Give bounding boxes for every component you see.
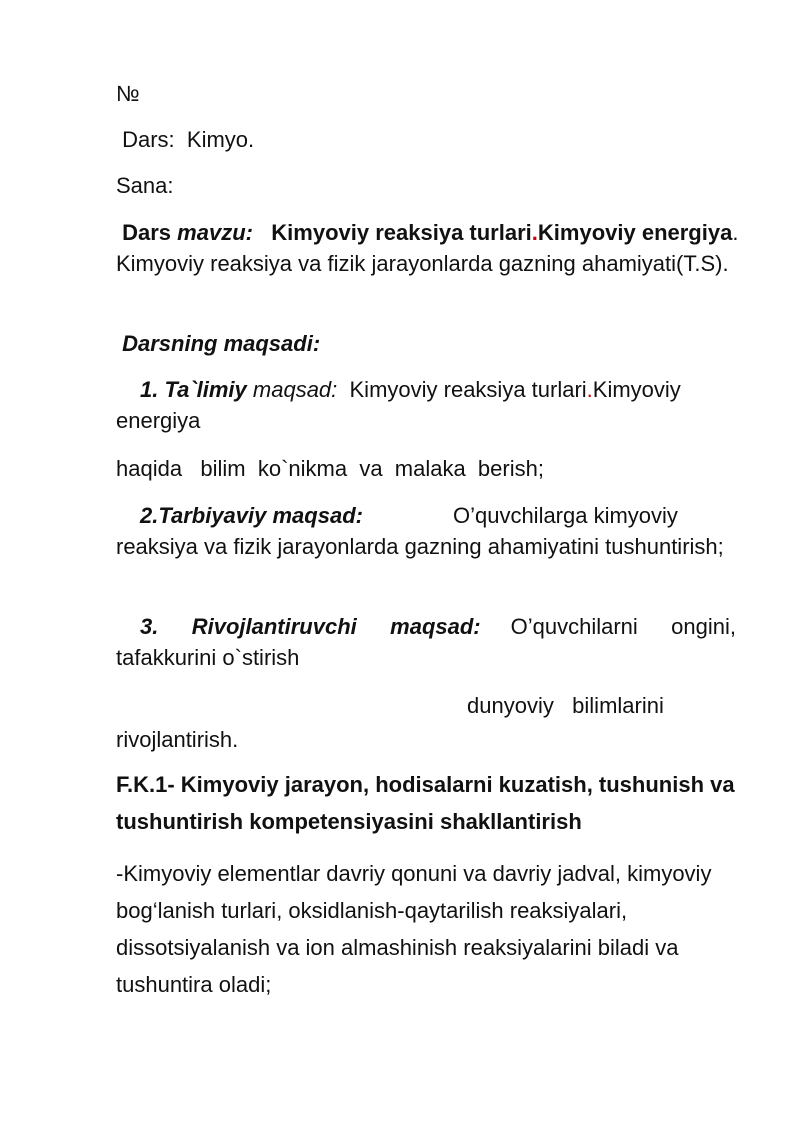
goal1-text-a: Kimyoviy reaksiya turlari <box>337 377 587 402</box>
topic-paragraph <box>116 217 746 279</box>
learning-outcome: -Kimyoviy elementlar davriy qonuni va davriy jadval, kimyoviy bog‘lanish turlari, oksidlanish-qaytarilish reaksiyalari, dissotsiyalanish va ion almashinish reaksiyalarini biladi va tushuntira oladi; <box>116 861 712 997</box>
topic-title-a: Kimyoviy reaksiya turlari <box>252 220 532 245</box>
goal3-text: O’quvchilarni ongini, tafakkurini o`stirish <box>116 614 737 670</box>
goal3-paragraph <box>116 611 736 673</box>
goal2-text: O’quvchilarga kimyoviy reaksiya va fizik jarayonlarda gazning ahamiyatini tushuntirish; <box>116 503 724 559</box>
goal1-label: 1. Ta`limiy <box>140 377 247 402</box>
date-label: Sana: <box>116 173 174 198</box>
topic-prefix: Dars <box>116 220 178 245</box>
number-sign: № <box>116 81 140 106</box>
goal3-label: 3. Rivojlantiruvchi maqsad: <box>140 614 481 639</box>
goal2-label: 2.Tarbiyaviy maqsad: <box>140 503 363 528</box>
goal3-continuation-b: rivojlantirish. <box>116 727 239 752</box>
topic-mavzu: mavzu: <box>177 220 253 245</box>
topic-rest: . Kimyoviy reaksiya va fizik jarayonlarda gazning ahamiyati(T.S). <box>116 220 739 276</box>
goal1-paragraph <box>116 374 746 436</box>
lesson-line: Dars: Kimyo. <box>116 127 255 152</box>
goal1-continuation: haqida bilim ko`nikma va malaka berish; <box>116 456 544 481</box>
goal1-dot: . <box>586 377 593 402</box>
goal1-sub: maqsad: <box>246 377 338 402</box>
competence-heading: F.K.1- Kimyoviy jarayon, hodisalarni kuzatish, tushunish va tushuntirish kompetensiyasini shakllantirish <box>116 772 735 834</box>
goal3-continuation-a: dunyoviy bilimlarini <box>467 693 664 718</box>
goals-heading: Darsning maqsadi: <box>116 331 321 356</box>
topic-title-b: Kimyoviy energiya <box>537 220 733 245</box>
goal1-text-b: Kimyoviy energiya <box>116 377 681 433</box>
topic-dot: . <box>531 220 538 245</box>
goal2-paragraph <box>116 500 746 562</box>
